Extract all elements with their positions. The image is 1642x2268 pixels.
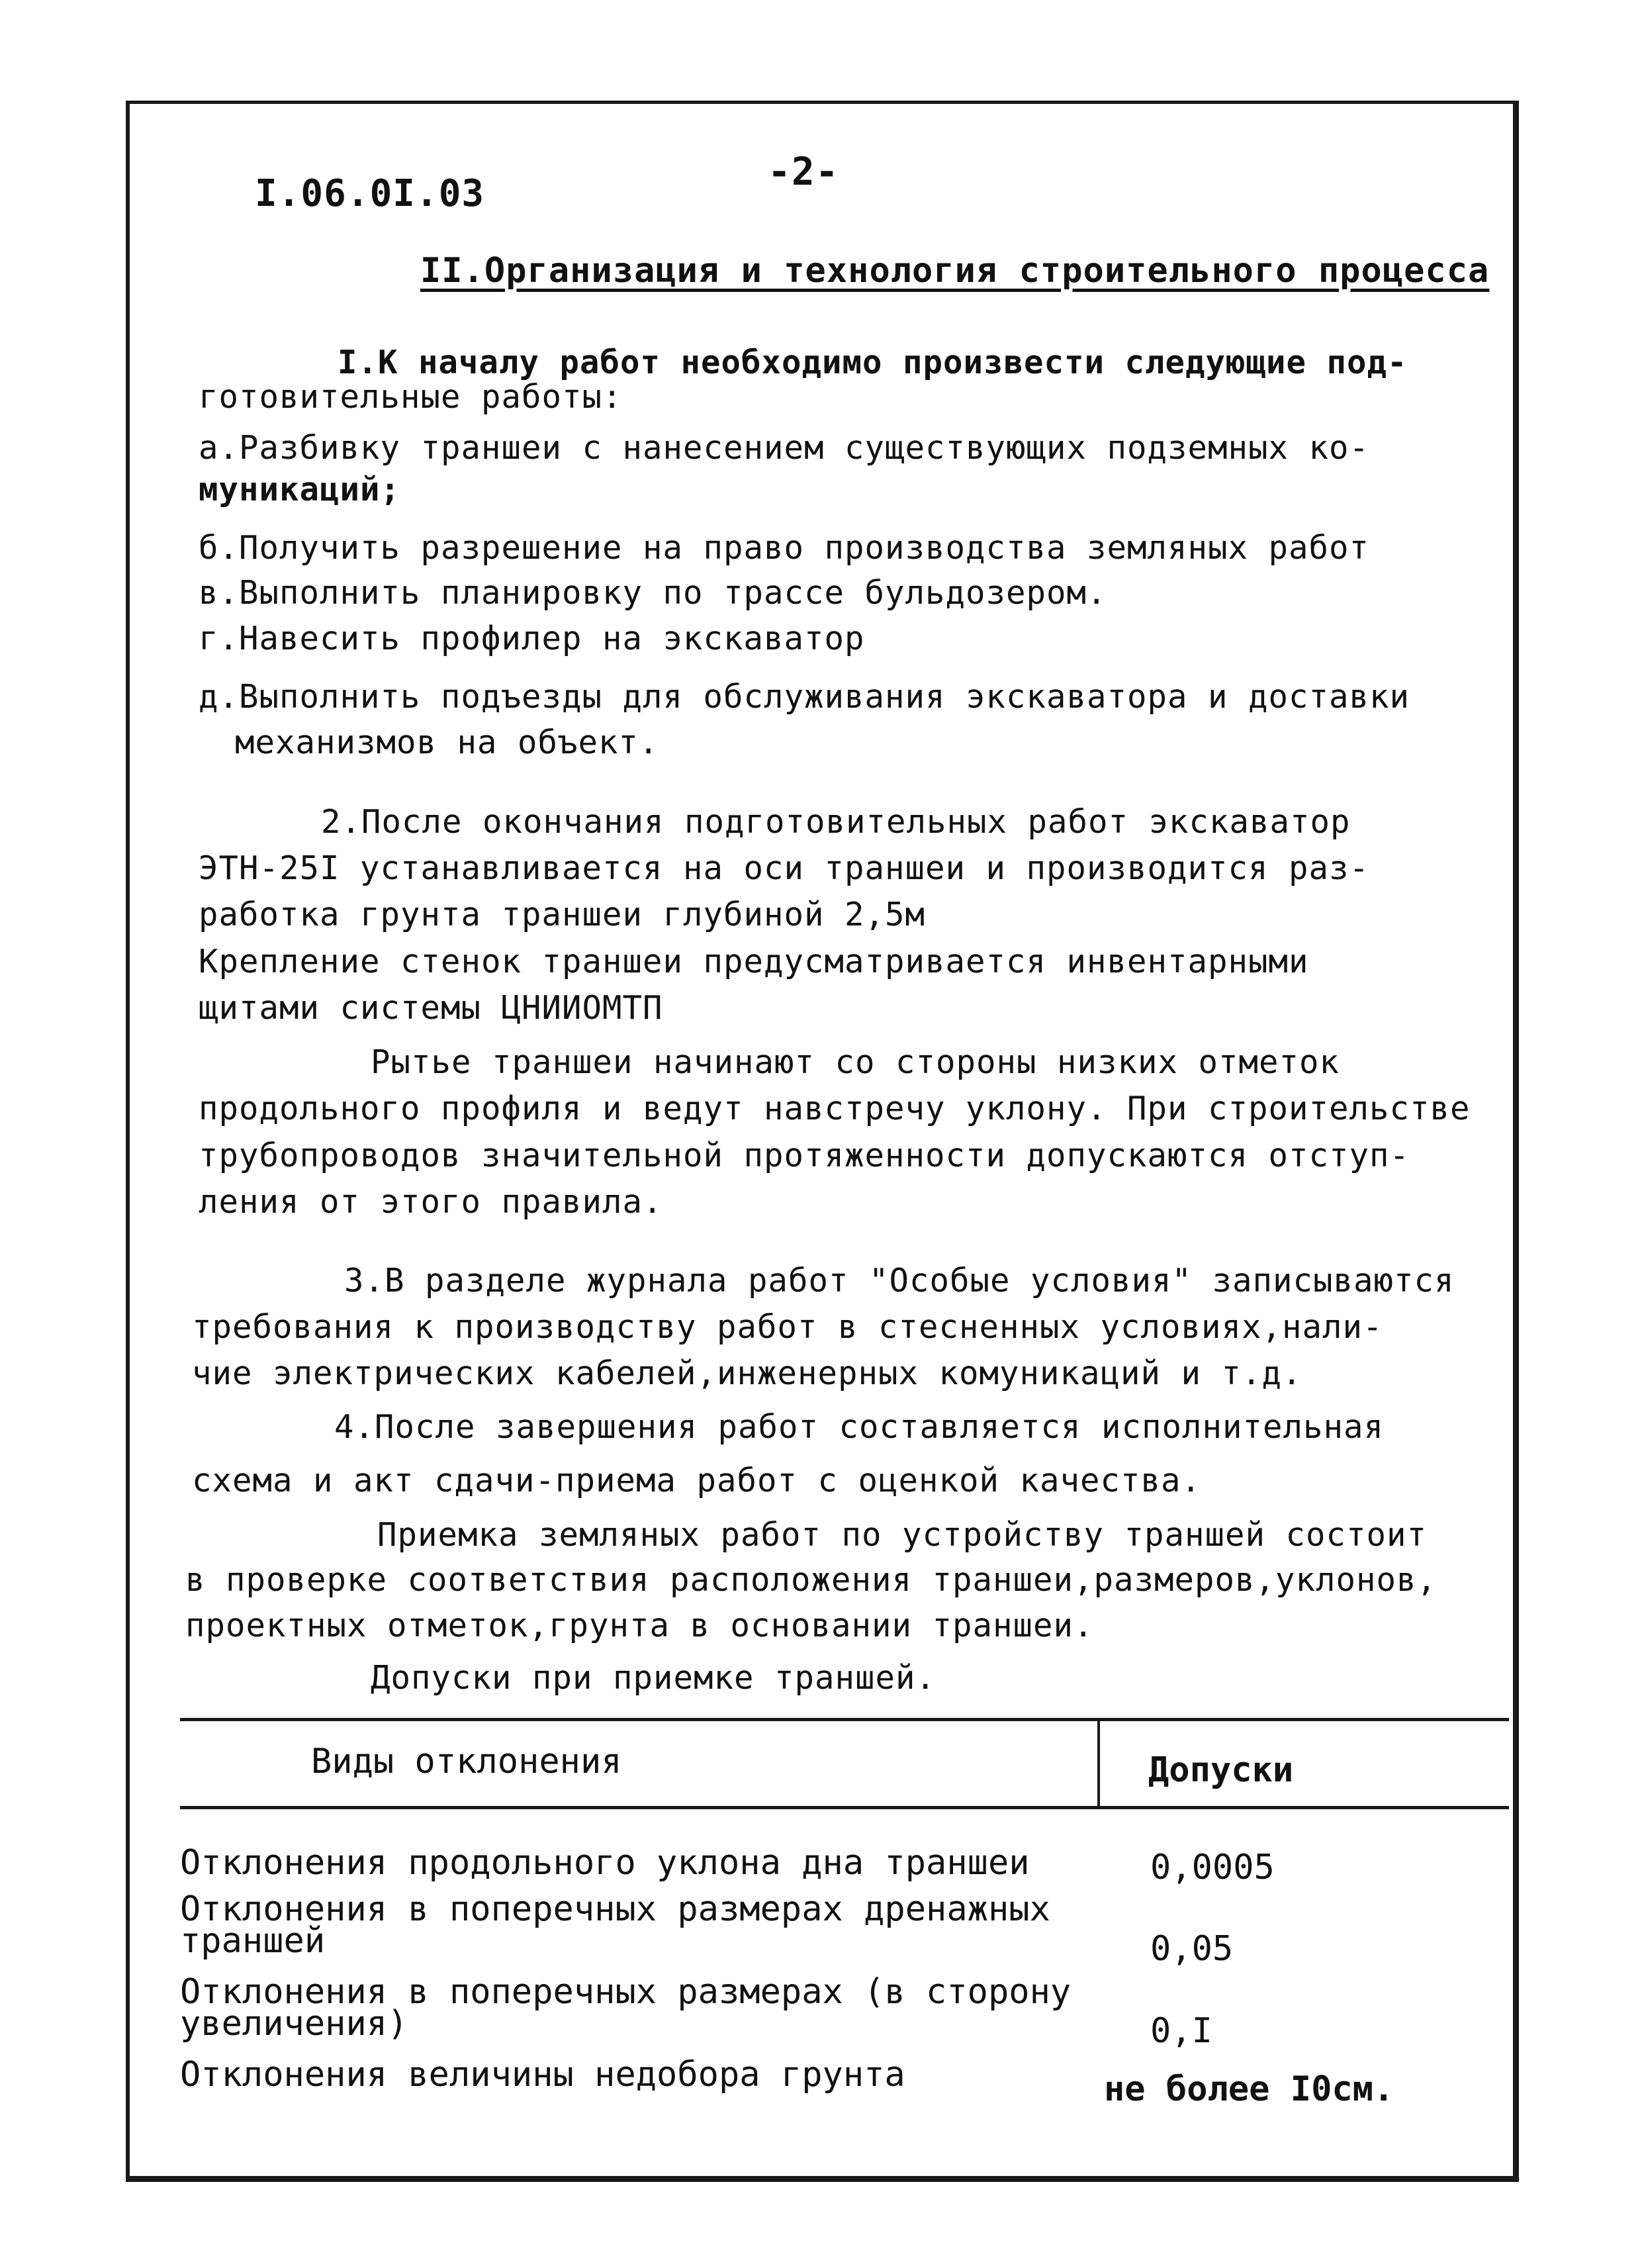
paragraph-line: чие электрических кабелей,инженерных комуникаций и т.д. <box>192 1354 1302 1392</box>
paragraph-line: требования к производству работ в стесненных условиях,нали- <box>192 1308 1383 1346</box>
deviation-cell: Отклонения величины недобора грунта <box>180 2055 905 2095</box>
paragraph-line: щитами системы ЦНИИОМТП <box>199 989 663 1027</box>
paragraph-line: продольного профиля и ведут навстречу уклону. При строительстве <box>199 1090 1471 1127</box>
table-column-divider <box>1097 1719 1100 1808</box>
document-code: I.06.0I.03 <box>255 172 485 215</box>
tolerance-cell: не более I0см. <box>1104 2069 1394 2109</box>
paragraph-line: 3.В разделе журнала работ "Особые условия" записываются <box>344 1262 1455 1299</box>
paragraph-line: механизмов на объект. <box>235 724 659 761</box>
paragraph-line: 4.После завершения работ составляется исполнительная <box>334 1408 1385 1446</box>
paragraph-line: 2.После окончания подготовительных работ экскаватор <box>321 803 1351 841</box>
paragraph-line: г.Навесить профилер на экскаватор <box>199 620 865 657</box>
paragraph-line: ЭТН-25I устанавливается на оси траншеи и производится раз- <box>199 849 1370 887</box>
table-header-tolerance: Допуски <box>1148 1750 1294 1790</box>
table-top-rule <box>180 1718 1509 1721</box>
table-header-rule <box>180 1806 1509 1809</box>
paragraph-line: Приемка земляных работ по устройству траншей состоит <box>377 1516 1428 1554</box>
paragraph-line: б.Получить разрешение на право производства земляных работ <box>199 529 1370 567</box>
tolerance-cell: 0,I <box>1150 2011 1212 2051</box>
paragraph-line: Крепление стенок траншеи предусматривается инвентарными <box>199 943 1309 980</box>
paragraph-line: д.Выполнить подъезды для обслуживания экскаватора и доставки <box>199 678 1410 716</box>
paragraph-line: в проверке соответствия расположения траншеи,размеров,уклонов, <box>185 1561 1437 1599</box>
paragraph-line: I.К началу работ необходимо произвести следующие под- <box>338 344 1408 381</box>
page-number: -2- <box>768 149 839 194</box>
paragraph-line: ления от этого правила. <box>199 1183 663 1221</box>
paragraph-line: трубопроводов значительной протяженности допускаются отступ- <box>199 1137 1410 1174</box>
paragraph-line: Допуски при приемке траншей. <box>371 1659 936 1697</box>
paragraph-line: проектных отметок,грунта в основании траншеи. <box>185 1607 1094 1644</box>
paragraph-line: Рытье траншеи начинают со стороны низких отметок <box>371 1043 1340 1081</box>
deviation-cell: Отклонения продольного уклона дна траншеи <box>180 1843 1030 1883</box>
table-header-deviation: Виды отклонения <box>311 1742 622 1781</box>
paragraph-line: схема и акт сдачи-приема работ с оценкой качества. <box>192 1462 1202 1499</box>
paragraph-line: работка грунта траншеи глубиной 2,5м <box>199 896 926 933</box>
paragraph-line: муникаций; <box>199 471 401 508</box>
section-title: II.Организация и технология строительного процесса <box>420 251 1490 291</box>
paragraph-line: в.Выполнить планировку по трассе бульдозером. <box>199 574 1107 612</box>
deviation-cell: Отклонения в поперечных размерах (в сторону увеличения) <box>180 1972 1072 2044</box>
tolerance-cell: 0,0005 <box>1150 1848 1275 1887</box>
deviation-cell: Отклонения в поперечных размерах дренажных траншей <box>180 1889 1050 1961</box>
tolerance-cell: 0,05 <box>1150 1929 1234 1969</box>
paragraph-line: а.Разбивку траншеи с нанесением существующих подземных ко- <box>199 429 1370 467</box>
paragraph-line: готовительные работы: <box>199 378 623 416</box>
